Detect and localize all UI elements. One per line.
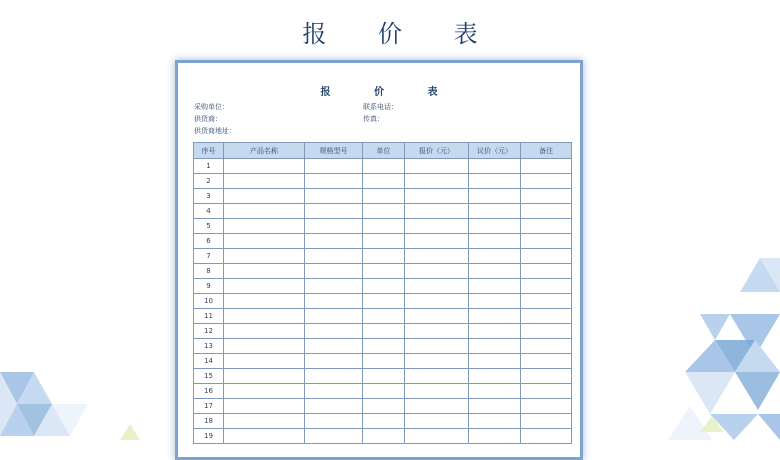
table-row [194, 174, 572, 189]
table-row [194, 219, 572, 234]
table-cell[interactable] [224, 324, 305, 339]
table-cell[interactable] [469, 429, 521, 444]
column-header-spec-model: 规格型号 [305, 143, 363, 159]
info-phone-label: 联系电话： [363, 103, 398, 111]
table-cell[interactable] [405, 339, 469, 354]
table-row [194, 249, 572, 264]
info-purchaser-label: 采购单位： [194, 103, 229, 111]
table-cell[interactable] [469, 384, 521, 399]
table-cell[interactable] [305, 174, 363, 189]
table-cell[interactable] [405, 414, 469, 429]
table-cell[interactable] [224, 234, 305, 249]
row-index-cell: 4 [194, 204, 224, 219]
row-index-cell: 2 [194, 174, 224, 189]
info-supplier-label: 供货商： [194, 115, 222, 123]
table-cell[interactable] [363, 159, 405, 174]
table-cell[interactable] [305, 234, 363, 249]
table-cell[interactable] [305, 249, 363, 264]
row-index-cell: 17 [194, 399, 224, 414]
table-cell[interactable] [363, 219, 405, 234]
table-cell[interactable] [469, 399, 521, 414]
table-cell[interactable] [224, 219, 305, 234]
table-cell[interactable] [405, 294, 469, 309]
table-cell[interactable] [363, 279, 405, 294]
table-cell[interactable] [363, 429, 405, 444]
table-cell[interactable] [305, 399, 363, 414]
table-cell[interactable] [363, 339, 405, 354]
table-cell[interactable] [224, 384, 305, 399]
row-index-cell: 5 [194, 219, 224, 234]
table-cell[interactable] [469, 159, 521, 174]
table-cell[interactable] [305, 204, 363, 219]
table-cell[interactable] [305, 309, 363, 324]
info-right [363, 101, 398, 125]
table-row [194, 189, 572, 204]
table-cell[interactable] [405, 264, 469, 279]
row-index-cell: 3 [194, 189, 224, 204]
table-header-row [194, 143, 572, 159]
column-header-negotiated-price: 议价（元） [469, 143, 521, 159]
table-row [194, 234, 572, 249]
table-row [194, 399, 572, 414]
table-cell[interactable] [224, 204, 305, 219]
table-cell[interactable] [305, 279, 363, 294]
table-cell[interactable] [469, 339, 521, 354]
table-cell[interactable] [305, 219, 363, 234]
triangle-shape [668, 406, 712, 440]
table-row [194, 294, 572, 309]
row-index-cell: 9 [194, 279, 224, 294]
table-cell[interactable] [363, 414, 405, 429]
table-cell[interactable] [363, 294, 405, 309]
table-row [194, 429, 572, 444]
table-cell[interactable] [405, 429, 469, 444]
table-cell[interactable] [521, 384, 572, 399]
table-row [194, 309, 572, 324]
column-header-index: 序号 [194, 143, 224, 159]
table-cell[interactable] [224, 339, 305, 354]
table-row [194, 384, 572, 399]
table-cell[interactable] [405, 204, 469, 219]
table-cell[interactable] [469, 309, 521, 324]
row-index-cell: 19 [194, 429, 224, 444]
table-cell[interactable] [405, 384, 469, 399]
table-cell[interactable] [363, 189, 405, 204]
table-cell[interactable] [469, 264, 521, 279]
table-cell[interactable] [305, 189, 363, 204]
table-row [194, 369, 572, 384]
triangle-shape [735, 372, 780, 410]
table-cell[interactable] [305, 354, 363, 369]
table-cell[interactable] [224, 369, 305, 384]
row-index-cell: 13 [194, 339, 224, 354]
table-cell[interactable] [405, 249, 469, 264]
info-left [194, 101, 236, 137]
table-cell[interactable] [469, 249, 521, 264]
table-cell[interactable] [305, 429, 363, 444]
triangle-shape [685, 372, 735, 414]
table-cell[interactable] [363, 324, 405, 339]
table-cell[interactable] [363, 384, 405, 399]
table-cell[interactable] [521, 174, 572, 189]
table-cell[interactable] [224, 429, 305, 444]
table-cell[interactable] [521, 399, 572, 414]
table-cell[interactable] [469, 219, 521, 234]
table-cell[interactable] [363, 174, 405, 189]
table-cell[interactable] [305, 339, 363, 354]
table-cell[interactable] [363, 309, 405, 324]
table-cell[interactable] [405, 174, 469, 189]
table-cell[interactable] [305, 369, 363, 384]
column-header-unit: 单位 [363, 143, 405, 159]
row-index-cell: 15 [194, 369, 224, 384]
table-cell[interactable] [224, 189, 305, 204]
table-cell[interactable] [305, 414, 363, 429]
table-cell[interactable] [224, 264, 305, 279]
table-cell[interactable] [405, 219, 469, 234]
row-index-cell: 8 [194, 264, 224, 279]
table-cell[interactable] [521, 324, 572, 339]
quote-table [193, 142, 572, 444]
table-cell[interactable] [521, 369, 572, 384]
table-cell[interactable] [469, 324, 521, 339]
table-row [194, 324, 572, 339]
table-cell[interactable] [405, 159, 469, 174]
table-cell[interactable] [224, 174, 305, 189]
table-cell[interactable] [521, 354, 572, 369]
table-cell[interactable] [405, 234, 469, 249]
table-cell[interactable] [521, 204, 572, 219]
row-index-cell: 1 [194, 159, 224, 174]
table-cell[interactable] [469, 234, 521, 249]
table-cell[interactable] [305, 264, 363, 279]
table-cell[interactable] [521, 159, 572, 174]
table-cell[interactable] [469, 279, 521, 294]
table-cell[interactable] [224, 159, 305, 174]
table-cell[interactable] [521, 249, 572, 264]
table-cell[interactable] [521, 294, 572, 309]
table-cell[interactable] [224, 354, 305, 369]
table-row [194, 204, 572, 219]
info-fax-label: 传真： [363, 115, 384, 123]
table-cell[interactable] [521, 189, 572, 204]
row-index-cell: 7 [194, 249, 224, 264]
row-index-cell: 12 [194, 324, 224, 339]
table-cell[interactable] [469, 354, 521, 369]
table-cell[interactable] [469, 414, 521, 429]
table-cell[interactable] [469, 204, 521, 219]
table-cell[interactable] [469, 369, 521, 384]
column-header-quoted-price: 报价（元） [405, 143, 469, 159]
row-index-cell: 14 [194, 354, 224, 369]
row-index-cell: 6 [194, 234, 224, 249]
table-cell[interactable] [405, 369, 469, 384]
table-cell[interactable] [363, 204, 405, 219]
info-supplier-address-label: 供货商地址： [194, 127, 236, 135]
table-cell[interactable] [224, 399, 305, 414]
column-header-remarks: 备注 [521, 143, 572, 159]
table-cell[interactable] [405, 399, 469, 414]
table-cell[interactable] [521, 219, 572, 234]
table-cell[interactable] [405, 309, 469, 324]
table-cell[interactable] [363, 369, 405, 384]
table-row [194, 264, 572, 279]
table-cell[interactable] [521, 339, 572, 354]
table-cell[interactable] [305, 384, 363, 399]
table-body [194, 159, 572, 444]
table-cell[interactable] [363, 234, 405, 249]
table-row [194, 279, 572, 294]
table-cell[interactable] [363, 399, 405, 414]
row-index-cell: 16 [194, 384, 224, 399]
table-cell[interactable] [405, 189, 469, 204]
table-cell[interactable] [469, 189, 521, 204]
row-index-cell: 10 [194, 294, 224, 309]
row-index-cell: 18 [194, 414, 224, 429]
table-cell[interactable] [469, 174, 521, 189]
table-cell[interactable] [305, 324, 363, 339]
table-cell[interactable] [521, 429, 572, 444]
table-cell[interactable] [224, 309, 305, 324]
table-cell[interactable] [224, 279, 305, 294]
table-cell[interactable] [224, 414, 305, 429]
table-row [194, 339, 572, 354]
triangle-shape [700, 314, 730, 340]
table-cell[interactable] [521, 414, 572, 429]
sheet-title: 报 价 表 [320, 87, 458, 98]
table-cell[interactable] [469, 294, 521, 309]
table-cell[interactable] [363, 249, 405, 264]
table-row [194, 354, 572, 369]
table-cell[interactable] [363, 354, 405, 369]
row-index-cell: 11 [194, 309, 224, 324]
triangle-shape [120, 424, 140, 440]
table-cell[interactable] [405, 354, 469, 369]
quotation-sheet [175, 60, 583, 460]
table-cell[interactable] [224, 249, 305, 264]
table-cell[interactable] [521, 264, 572, 279]
table-cell[interactable] [405, 279, 469, 294]
table-cell[interactable] [521, 234, 572, 249]
table-cell[interactable] [521, 279, 572, 294]
page-title: 报 价 表 [302, 20, 500, 48]
table-cell[interactable] [363, 264, 405, 279]
table-cell[interactable] [405, 324, 469, 339]
table-row [194, 159, 572, 174]
table-row [194, 414, 572, 429]
table-cell[interactable] [305, 159, 363, 174]
triangle-shape [758, 414, 780, 440]
table-cell[interactable] [305, 294, 363, 309]
table-cell[interactable] [224, 294, 305, 309]
table-cell[interactable] [521, 309, 572, 324]
column-header-product-name: 产品名称 [224, 143, 305, 159]
